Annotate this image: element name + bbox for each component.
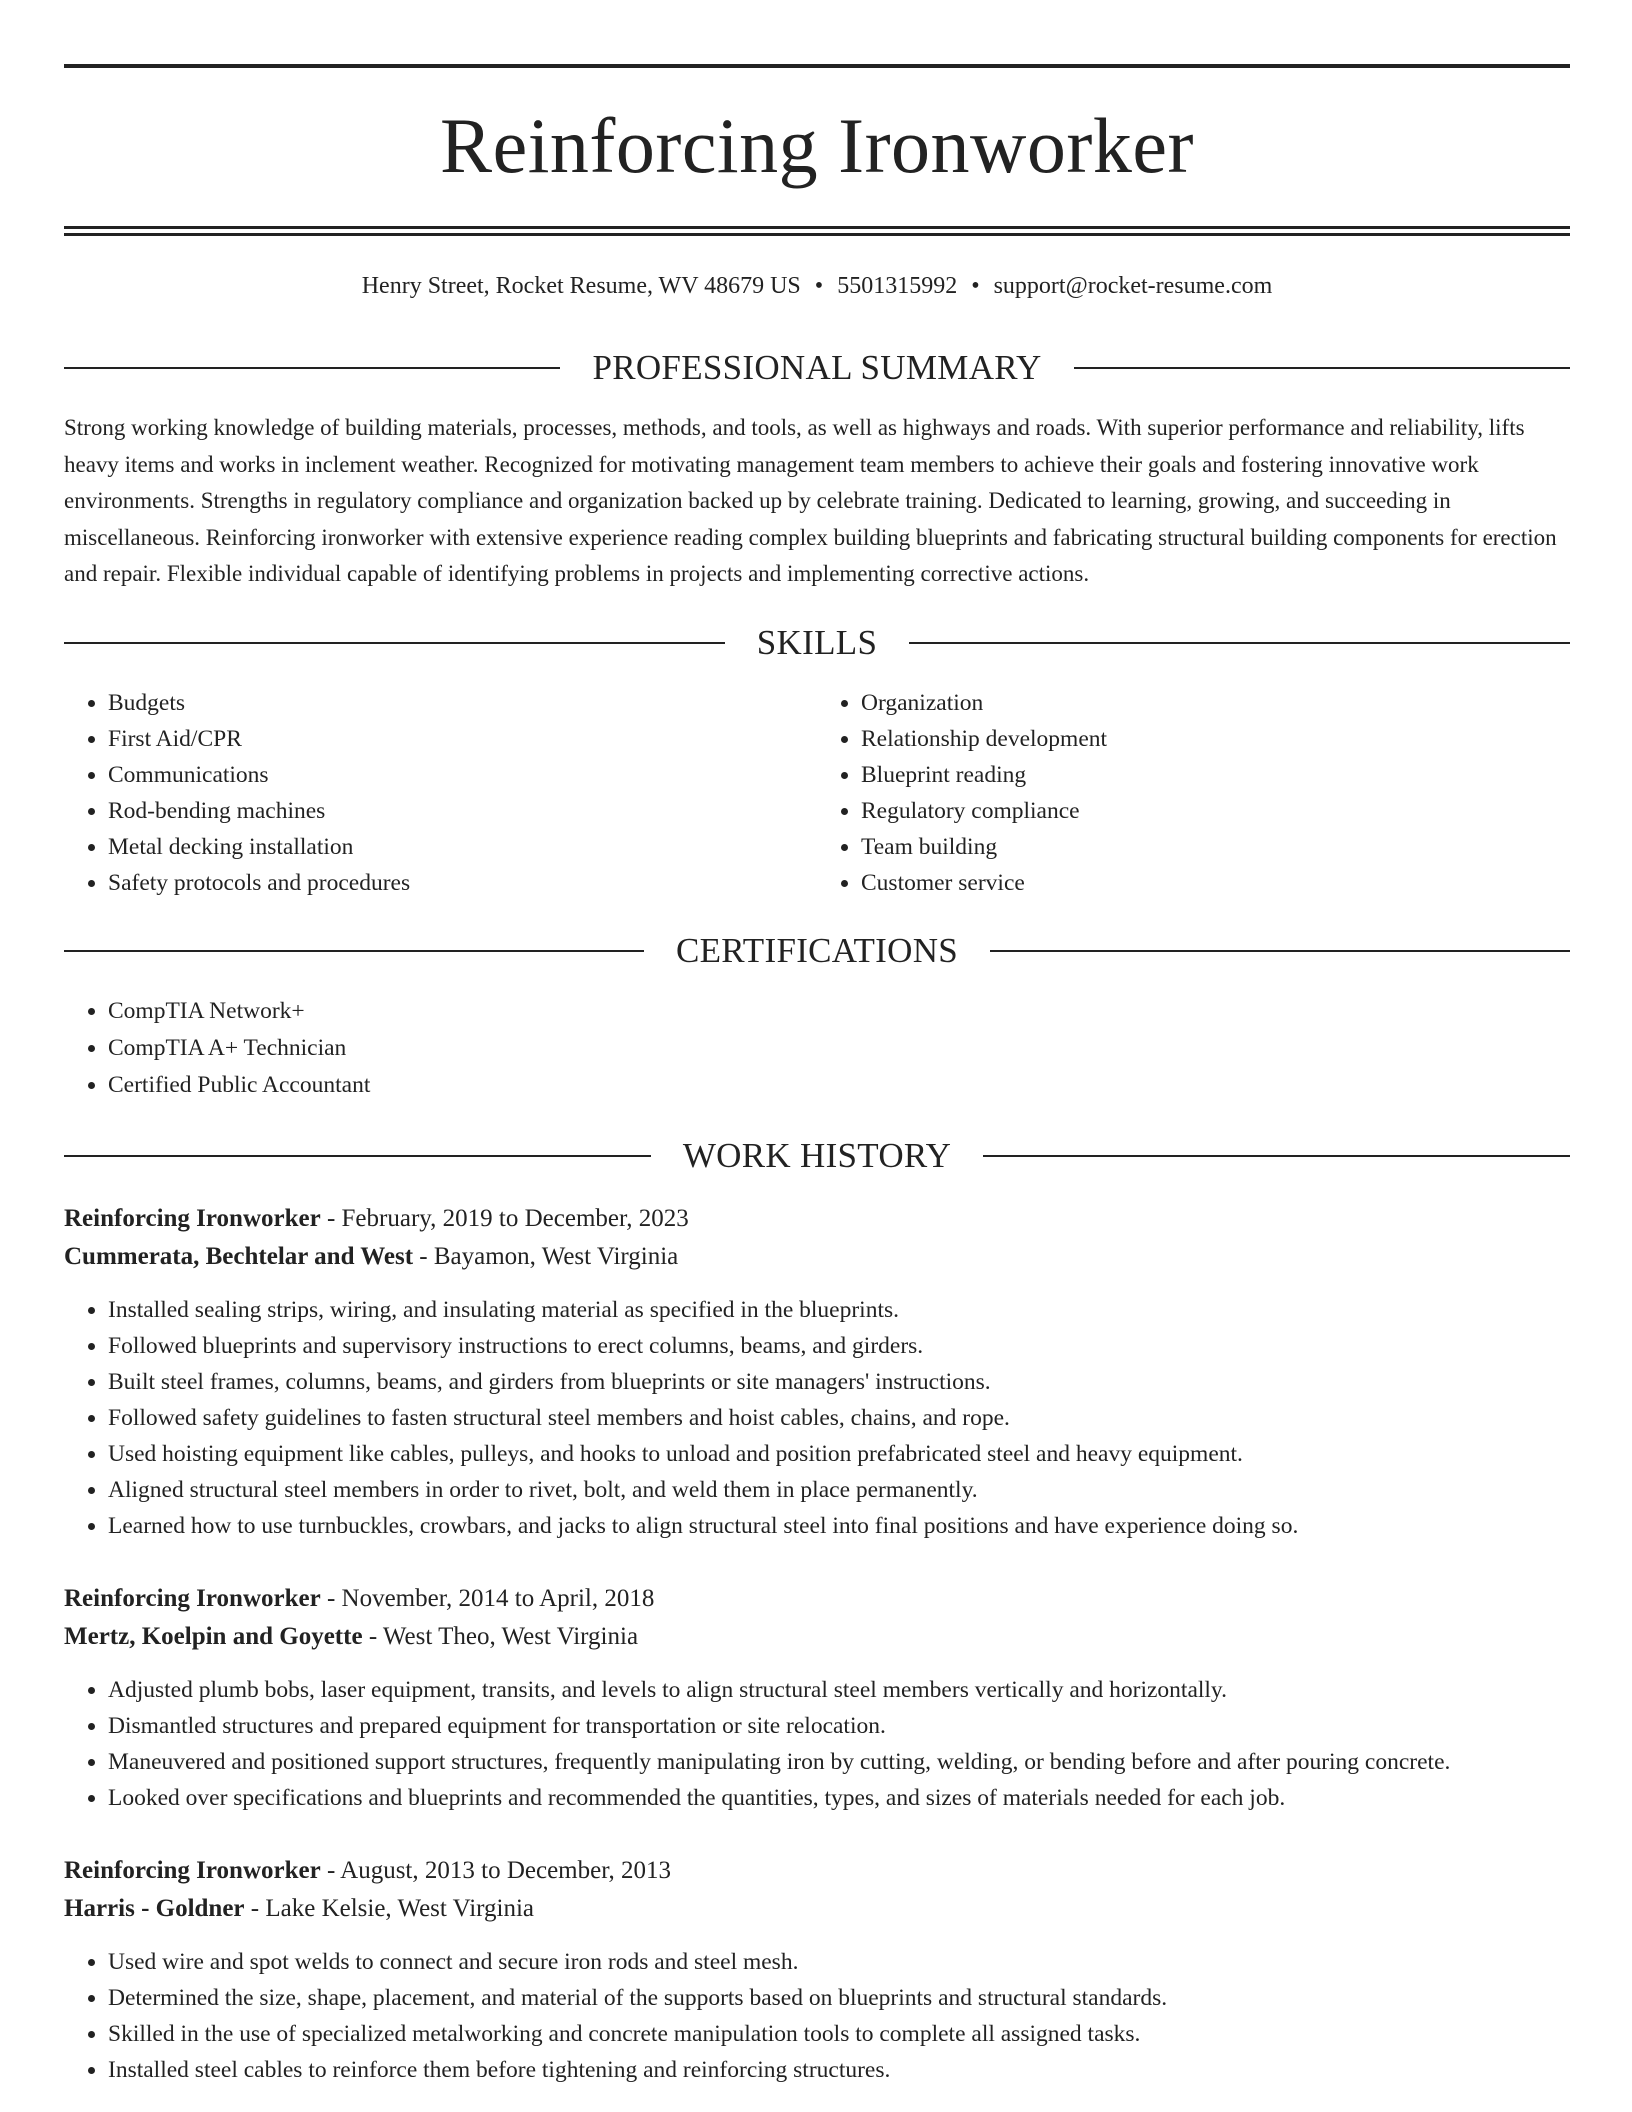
heading-rule [990,950,1570,952]
job-company: Cummerata, Bechtelar and West [64,1242,414,1270]
job-bullet: • Aligned structural steel members in order to rivet, bolt, and weld them in place permanently. [108,1472,1570,1508]
contact-separator: • [971,273,980,299]
skill-item: • Customer service [861,865,1570,901]
job-bullet: • Used hoisting equipment like cables, pulleys, and hooks to unload and position prefabricated steel and heavy equipment. [108,1436,1570,1472]
heading-rule [983,1155,1570,1157]
skill-item: • Safety protocols and procedures [108,865,817,901]
job-bullet: • Determined the size, shape, placement, and material of the supports based on blueprints and structural standards. [108,1980,1570,2016]
job-title-line [64,1852,1570,1890]
certifications-list [64,993,1570,1104]
heading-rule [64,367,560,369]
top-rule [64,64,1570,68]
resume-page [64,64,1570,2088]
skill-item: • Relationship development [861,721,1570,757]
heading-rule [64,950,644,952]
job-company-line [64,1890,1570,1928]
summary-heading [64,346,1570,390]
job-bullet: • Built steel frames, columns, beams, and girders from blueprints or site managers' instructions. [108,1364,1570,1400]
contact-line [64,270,1570,302]
job-title-line [64,1200,1570,1238]
skill-item: • Regulatory compliance [861,793,1570,829]
summary-heading-label: PROFESSIONAL SUMMARY [592,348,1042,387]
job-location: - Bayamon, West Virginia [413,1242,679,1270]
job-dates: - November, 2014 to April, 2018 [320,1584,655,1612]
job-bullets [64,1672,1570,1816]
job-location: - West Theo, West Virginia [362,1622,639,1650]
job-entry [64,1852,1570,2088]
skills-heading [64,621,1570,665]
job-title: Reinforcing Ironworker [64,1856,321,1884]
skill-item: • Budgets [108,685,817,721]
job-dates: - February, 2019 to December, 2023 [320,1204,689,1232]
job-company: Mertz, Koelpin and Goyette [64,1622,363,1650]
skill-item: • Blueprint reading [861,757,1570,793]
job-company: Harris - Goldner [64,1894,245,1922]
job-title: Reinforcing Ironworker [64,1584,321,1612]
contact-address: Henry Street, Rocket Resume, WV 48679 US [361,273,801,299]
contact-phone: 5501315992 [837,273,958,299]
heading-rule [64,642,725,644]
job-bullet: • Followed blueprints and supervisory instructions to erect columns, beams, and girders. [108,1328,1570,1364]
skills-column-left [64,685,817,901]
skill-item: • Metal decking installation [108,829,817,865]
summary-text: Strong working knowledge of building materials, processes, methods, and tools, as well as highways and roads. With superior performance and reliability, lifts heavy items and works in inclement weather. Recognized for motivating management team members to achieve their goals and fostering innovative work environments. Strengths in regulatory compliance and organization backed up by celebrate training. Dedicated to learning, growing, and succeeding in miscellaneous. Reinforcing ironworker with extensive experience reading complex building blueprints and fabricating structural building components for erection and repair. Flexible individual capable of identifying problems in projects and implementing corrective actions. [64,415,1557,586]
heading-rule [909,642,1570,644]
certification-item: • CompTIA A+ Technician [108,1030,1570,1067]
contact-email: support@rocket-resume.com [993,273,1273,299]
work-history-heading [64,1134,1570,1178]
job-entry [64,1580,1570,1816]
skill-item: • Communications [108,757,817,793]
heading-rule [64,1155,651,1157]
job-bullet: • Learned how to use turnbuckles, crowbars, and jacks to align structural steel into final positions and have experience doing so. [108,1508,1570,1544]
job-bullet: • Looked over specifications and blueprints and recommended the quantities, types, and sizes of materials needed for each job. [108,1780,1570,1816]
job-bullets [64,1292,1570,1544]
certifications-heading-label: CERTIFICATIONS [675,930,959,970]
job-location: - Lake Kelsie, West Virginia [244,1894,535,1922]
job-bullet: • Used wire and spot welds to connect and secure iron rods and steel mesh. [108,1944,1570,1980]
skills-heading-label: SKILLS [756,622,878,662]
job-bullet: • Adjusted plumb bobs, laser equipment, transits, and levels to align structural steel members vertically and horizontally. [108,1672,1570,1708]
skills-column-right [817,685,1570,901]
skill-item: • Rod-bending machines [108,793,817,829]
title-double-rule [64,226,1570,236]
heading-rule [1074,367,1570,369]
job-entry [64,1200,1570,1544]
skill-item: • First Aid/CPR [108,721,817,757]
job-company-line [64,1618,1570,1656]
contact-separator: • [814,273,824,299]
certification-item: • Certified Public Accountant [108,1067,1570,1104]
job-title: Reinforcing Ironworker [64,1204,321,1232]
job-bullet: • Maneuvered and positioned support structures, frequently manipulating iron by cutting, welding, or bending before and after pouring concrete. [108,1744,1570,1780]
job-dates: - August, 2013 to December, 2013 [320,1856,672,1884]
work-history-heading-label: WORK HISTORY [682,1135,952,1175]
job-bullet: • Dismantled structures and prepared equipment for transportation or site relocation. [108,1708,1570,1744]
job-bullet: • Followed safety guidelines to fasten structural steel members and hoist cables, chains, and rope. [108,1400,1570,1436]
skill-item: • Organization [861,685,1570,721]
job-bullet: • Skilled in the use of specialized metalworking and concrete manipulation tools to complete all assigned tasks. [108,2016,1570,2052]
certifications-heading [64,929,1570,973]
job-bullet: • Installed sealing strips, wiring, and insulating material as specified in the blueprints. [108,1292,1570,1328]
job-company-line [64,1238,1570,1276]
skills-list [64,685,1570,901]
job-bullets [64,1944,1570,2088]
certification-item: • CompTIA Network+ [108,993,1570,1030]
job-bullet: • Installed steel cables to reinforce them before tightening and reinforcing structures. [108,2052,1570,2088]
skill-item: • Team building [861,829,1570,865]
resume-title: Reinforcing Ironworker [440,102,1194,189]
job-title-line [64,1580,1570,1618]
